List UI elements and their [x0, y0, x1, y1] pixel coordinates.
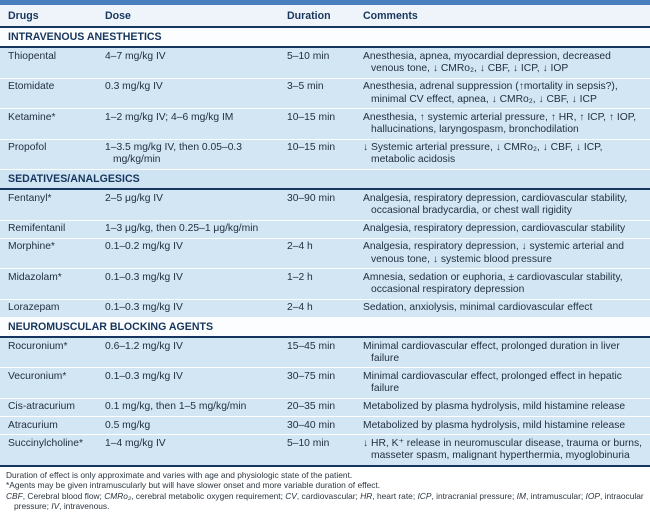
- drug-cell: Lorazepam: [0, 299, 97, 317]
- duration-cell: [279, 220, 355, 238]
- dose-cell: 2–5 μg/kg IV: [97, 189, 279, 220]
- column-header-dose: Dose: [97, 3, 279, 28]
- section-header-sedatives-analgesics: [0, 170, 650, 190]
- duration-cell: 3–5 min: [279, 78, 355, 108]
- comments-cell: Analgesia, respiratory depression, ↓ systemic arterial and venous tone, ↓ systemic blood pressure: [355, 238, 650, 268]
- dose-cell: 0.1–0.3 mg/kg IV: [97, 368, 279, 398]
- table-row-remifentanil: [0, 220, 650, 238]
- duration-cell: 5–10 min: [279, 47, 355, 78]
- section-title: SEDATIVES/ANALGESICS: [0, 170, 650, 190]
- dose-cell: 1–4 mg/kg IV: [97, 435, 279, 466]
- table-row-cis-atracurium: [0, 398, 650, 416]
- comments-cell: Minimal cardiovascular effect, prolonged effect in hepatic failure: [355, 368, 650, 398]
- table-row-morphine: [0, 238, 650, 268]
- drug-cell: Midazolam*: [0, 269, 97, 299]
- column-header-row: [0, 3, 650, 28]
- section-title: NEUROMUSCULAR BLOCKING AGENTS: [0, 317, 650, 337]
- table-row-propofol: [0, 139, 650, 169]
- table-row-lorazepam: [0, 299, 650, 317]
- drug-cell: Propofol: [0, 139, 97, 169]
- dose-cell: 0.1–0.3 mg/kg IV: [97, 299, 279, 317]
- comments-cell: Anesthesia, adrenal suppression (↑mortality in sepsis?), minimal CV effect, apnea, ↓ CMRo₂, ↓ CBF, ↓ ICP: [355, 78, 650, 108]
- drug-cell: Etomidate: [0, 78, 97, 108]
- table-row-atracurium: [0, 417, 650, 435]
- duration-cell: 20–35 min: [279, 398, 355, 416]
- comments-cell: ↓ HR, K⁺ release in neuromuscular disease, trauma or burns, masseter spasm, malignant hyperthermia, myoglobinuria: [355, 435, 650, 466]
- duration-cell: 5–10 min: [279, 435, 355, 466]
- dose-cell: 0.3 mg/kg IV: [97, 78, 279, 108]
- footnote-abbreviations: CBF, Cerebral blood flow; CMRo₂, cerebral metabolic oxygen requirement; CV, cardiovascular; HR, heart rate; ICP, intracranial pressure; IM, intramuscular; IOP, intraocular pressure; IV, intravenous.: [6, 490, 644, 512]
- drug-cell: Fentanyl*: [0, 189, 97, 220]
- table-row-vecuronium: [0, 368, 650, 398]
- dose-cell: 0.6–1.2 mg/kg IV: [97, 337, 279, 368]
- drug-cell: Succinylcholine*: [0, 435, 97, 466]
- comments-cell: Anesthesia, ↑ systemic arterial pressure, ↑ HR, ↑ ICP, ↑ IOP, hallucinations, laryngospasm, bronchodilation: [355, 109, 650, 139]
- table-row-etomidate: [0, 78, 650, 108]
- column-header-drugs: Drugs: [0, 3, 97, 28]
- table-row-midazolam: [0, 269, 650, 299]
- duration-cell: 10–15 min: [279, 139, 355, 169]
- comments-cell: Minimal cardiovascular effect, prolonged duration in liver failure: [355, 337, 650, 368]
- section-header-neuromuscular-blocking-agents: [0, 317, 650, 337]
- drug-cell: Vecuronium*: [0, 368, 97, 398]
- dose-cell: 0.1–0.3 mg/kg IV: [97, 269, 279, 299]
- table-row-thiopental: [0, 47, 650, 78]
- comments-cell: Analgesia, respiratory depression, cardiovascular stability: [355, 220, 650, 238]
- drug-cell: Cis-atracurium: [0, 398, 97, 416]
- dose-cell: 4–7 mg/kg IV: [97, 47, 279, 78]
- duration-cell: 30–75 min: [279, 368, 355, 398]
- duration-cell: 2–4 h: [279, 238, 355, 268]
- comments-cell: ↓ Systemic arterial pressure, ↓ CMRo₂, ↓ CBF, ↓ ICP, metabolic acidosis: [355, 139, 650, 169]
- comments-cell: Anesthesia, apnea, myocardial depression, decreased venous tone, ↓ CMRo₂, ↓ CBF, ↓ ICP, ↓ IOP: [355, 47, 650, 78]
- dose-cell: 0.5 mg/kg: [97, 417, 279, 435]
- column-header-duration: Duration: [279, 3, 355, 28]
- dose-cell: 0.1–0.2 mg/kg IV: [97, 238, 279, 268]
- dose-cell: 1–3 μg/kg, then 0.25–1 μg/kg/min: [97, 220, 279, 238]
- comments-cell: Sedation, anxiolysis, minimal cardiovascular effect: [355, 299, 650, 317]
- drug-cell: Remifentanil: [0, 220, 97, 238]
- table-row-rocuronium: [0, 337, 650, 368]
- table-row-succinylcholine: [0, 435, 650, 466]
- column-header-comments: Comments: [355, 3, 650, 28]
- table-row-ketamine: [0, 109, 650, 139]
- footnote-duration: Duration of effect is only approximate and varies with age and physiologic state of the patient.: [6, 469, 353, 480]
- duration-cell: 10–15 min: [279, 109, 355, 139]
- drug-cell: Atracurium: [0, 417, 97, 435]
- dose-cell: 1–2 mg/kg IV; 4–6 mg/kg IM: [97, 109, 279, 139]
- section-title: INTRAVENOUS ANESTHETICS: [0, 27, 650, 47]
- comments-cell: Analgesia, respiratory depression, cardiovascular stability, occasional bradycardia, or chest wall rigidity: [355, 189, 650, 220]
- drug-cell: Morphine*: [0, 238, 97, 268]
- duration-cell: 2–4 h: [279, 299, 355, 317]
- dose-cell: 1–3.5 mg/kg IV, then 0.05–0.3 mg/kg/min: [97, 139, 279, 169]
- table-row-fentanyl: [0, 189, 650, 220]
- comments-cell: Amnesia, sedation or euphoria, ± cardiovascular stability, occasional respiratory depression: [355, 269, 650, 299]
- duration-cell: 1–2 h: [279, 269, 355, 299]
- duration-cell: 30–90 min: [279, 189, 355, 220]
- comments-cell: Metabolized by plasma hydrolysis, mild histamine release: [355, 398, 650, 416]
- footnote-asterisk: *Agents may be given intramuscularly but will have slower onset and more variable duration of effect.: [6, 480, 381, 491]
- drug-cell: Ketamine*: [0, 109, 97, 139]
- comments-cell: Metabolized by plasma hydrolysis, mild histamine release: [355, 417, 650, 435]
- drug-cell: Rocuronium*: [0, 337, 97, 368]
- footnotes: [0, 467, 650, 512]
- dose-cell: 0.1 mg/kg, then 1–5 mg/kg/min: [97, 398, 279, 416]
- duration-cell: 30–40 min: [279, 417, 355, 435]
- drug-cell: Thiopental: [0, 47, 97, 78]
- duration-cell: 15–45 min: [279, 337, 355, 368]
- section-header-intravenous-anesthetics: [0, 27, 650, 47]
